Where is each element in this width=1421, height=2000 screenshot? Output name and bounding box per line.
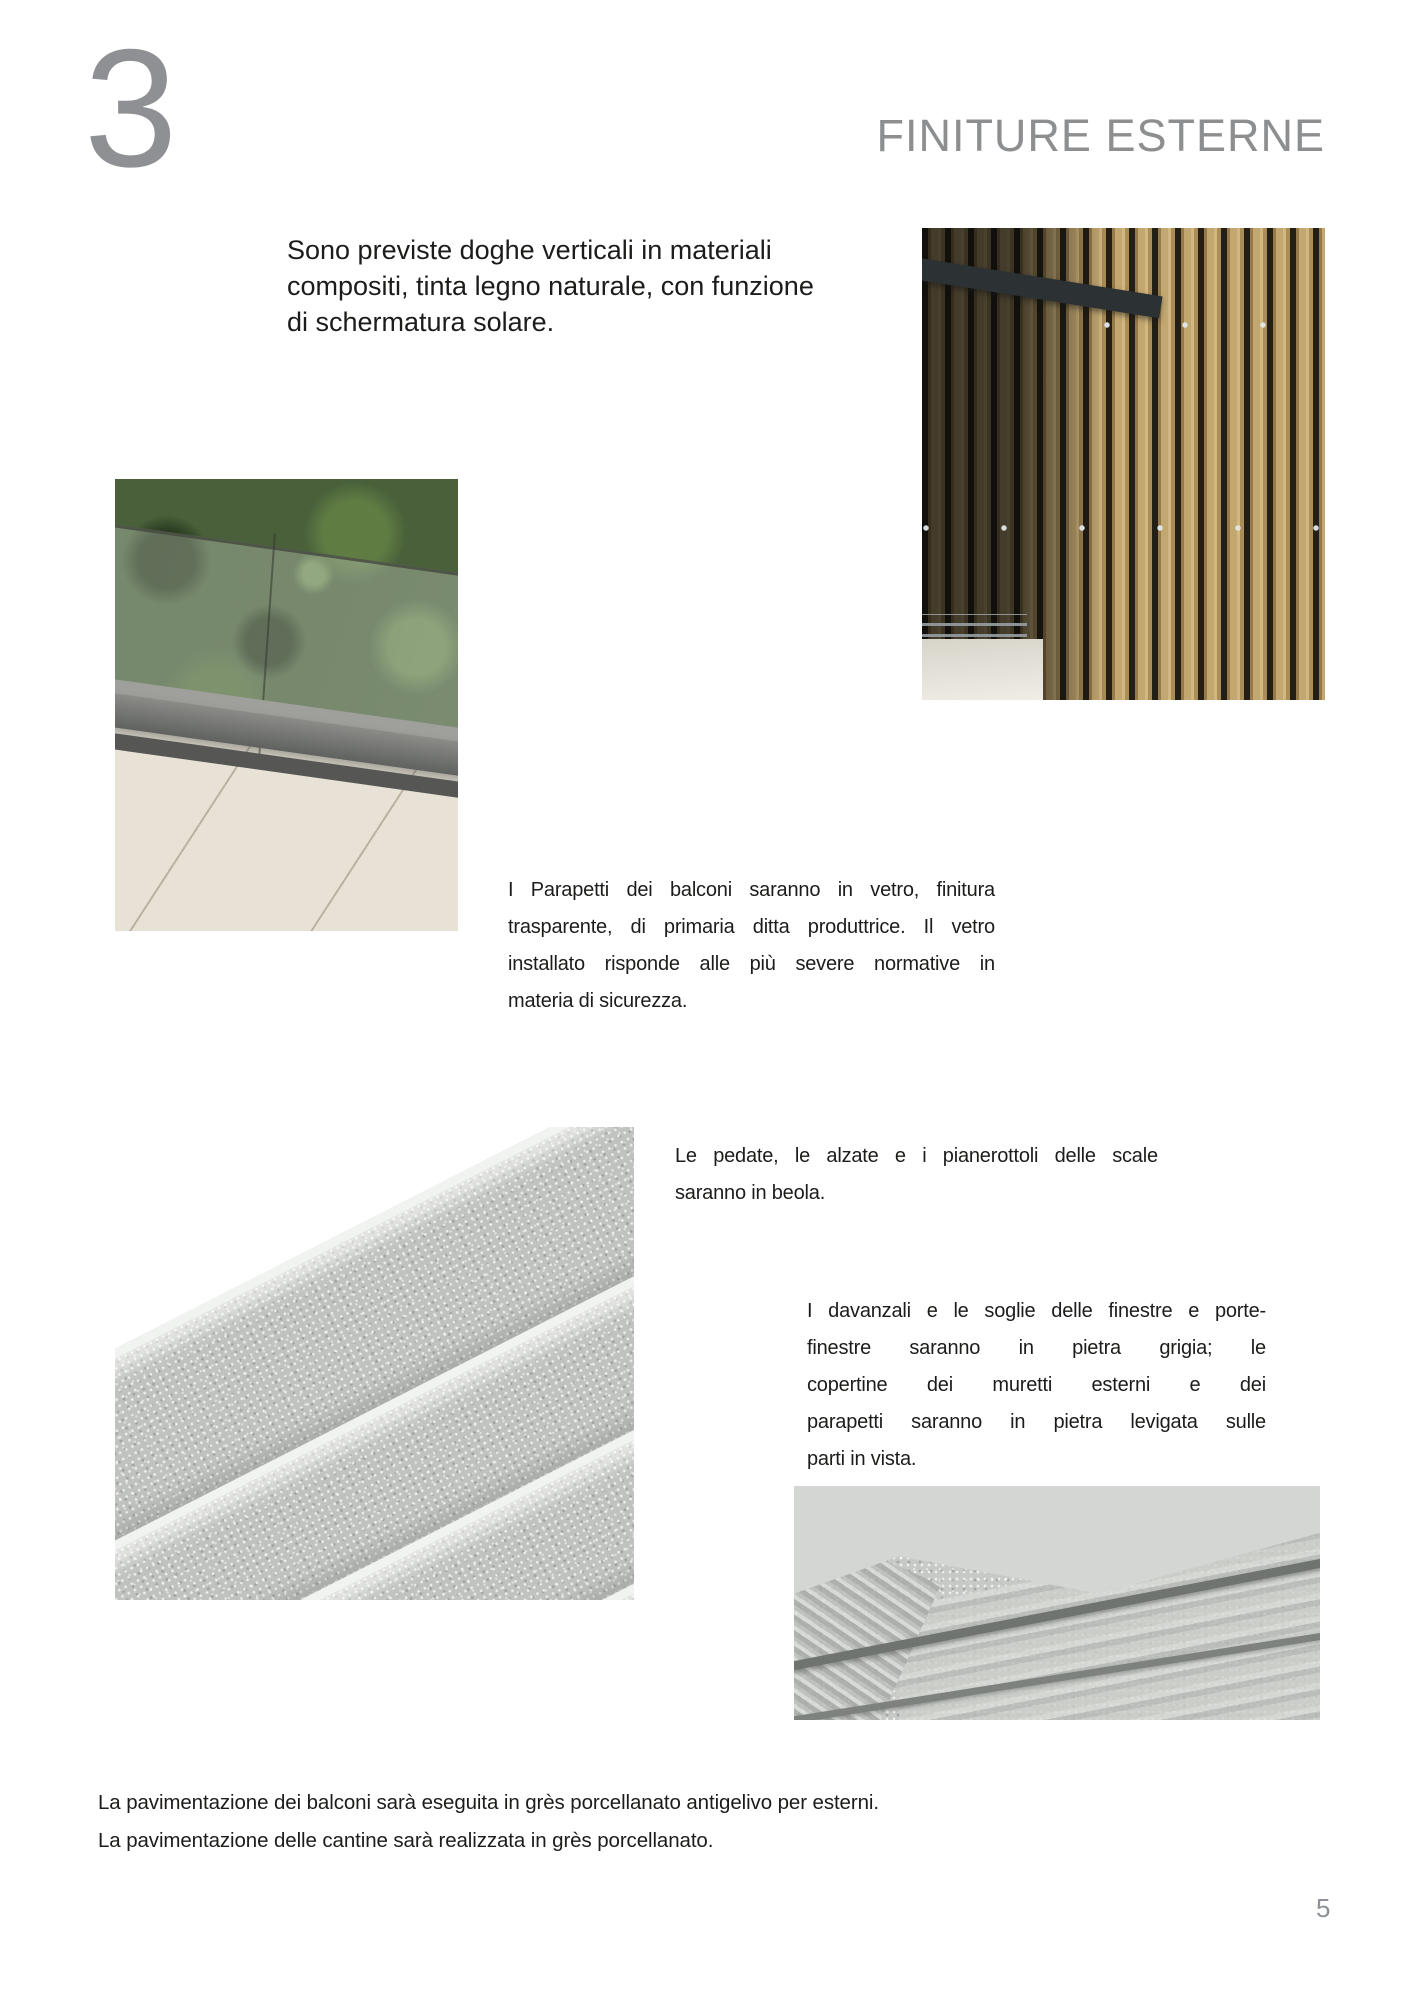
text-word: in [837, 879, 853, 901]
text-word: severe [795, 953, 855, 975]
text-line: materia di sicurezza. [508, 990, 688, 1012]
text-word: alle [699, 953, 730, 975]
text-word: pietra [1072, 1337, 1121, 1359]
text-word: e [926, 1300, 938, 1322]
stone-slabs-photo [794, 1486, 1320, 1720]
glass-parapet-photo [115, 479, 458, 931]
text-word: primaria [663, 916, 735, 938]
text-word: pedate, [713, 1145, 779, 1167]
text-word: muretti [992, 1374, 1053, 1396]
chapter-number: 3 [84, 14, 178, 202]
text-word: in [1018, 1337, 1034, 1359]
text-word: soglie [984, 1300, 1036, 1322]
text-word: balconi [669, 879, 732, 901]
text-word: scale [1112, 1145, 1158, 1167]
text-line: Sono previste doghe verticali in materiali [287, 235, 772, 265]
text-word: vetro, [870, 879, 920, 901]
text-word: trasparente, [508, 916, 613, 938]
text-word: di [630, 916, 646, 938]
text-word: produttrice. [807, 916, 906, 938]
text-word: davanzali [828, 1300, 911, 1322]
text-word: saranno [909, 1337, 981, 1359]
text-word: dei [626, 879, 653, 901]
paragraph-pedate [675, 1138, 1158, 1212]
text-word: finestre [807, 1337, 871, 1359]
text-word: dei [926, 1374, 953, 1396]
wood-slats-ground [922, 639, 1043, 700]
wood-slats-fixing-pins [922, 525, 1325, 531]
text-word: Parapetti [530, 879, 610, 901]
paragraph-pavimentazione [98, 1784, 1348, 1860]
text-line: La pavimentazione delle cantine sarà realizzata in grès porcellanato. [98, 1829, 714, 1852]
text-line [508, 946, 995, 983]
text-line: parti in vista. [807, 1448, 917, 1470]
text-word: finestre [1108, 1300, 1173, 1322]
paragraph-doghe [287, 232, 899, 340]
text-line: La pavimentazione dei balconi sarà eseguita in grès porcellanato antigelivo per esterni. [98, 1791, 879, 1814]
text-word: vetro [951, 916, 995, 938]
text-line [807, 1330, 1266, 1367]
text-word: e [1188, 1300, 1200, 1322]
text-word: levigata [1130, 1411, 1198, 1433]
text-word: le [1250, 1337, 1266, 1359]
text-word: le [953, 1300, 969, 1322]
text-line [508, 872, 995, 909]
text-word: porte- [1214, 1300, 1266, 1322]
text-word: ditta [752, 916, 790, 938]
text-word: saranno [749, 879, 821, 901]
page-number: 5 [1316, 1893, 1331, 1923]
text-word: installato [508, 953, 585, 975]
text-word: dei [1239, 1374, 1266, 1396]
text-word: sulle [1225, 1411, 1266, 1433]
text-word: delle [1051, 1300, 1093, 1322]
text-line [508, 909, 995, 946]
text-line [675, 1138, 1158, 1175]
text-word: Il [923, 916, 934, 938]
text-word: normative [874, 953, 961, 975]
text-line [807, 1367, 1266, 1404]
text-word: risponde [604, 953, 680, 975]
text-word: pianerottoli [942, 1145, 1039, 1167]
text-word: parapetti [807, 1411, 884, 1433]
paragraph-parapetti [508, 872, 995, 1020]
text-word: in [979, 953, 995, 975]
text-word: esterni [1091, 1374, 1151, 1396]
text-word: saranno [911, 1411, 983, 1433]
text-line [807, 1293, 1266, 1330]
text-line [807, 1404, 1266, 1441]
wood-slats-fixing-pins [1103, 322, 1325, 328]
text-word: finitura [936, 879, 995, 901]
stone-stairs-photo [115, 1127, 634, 1600]
wood-slats-photo [922, 228, 1325, 700]
text-line: compositi, tinta legno naturale, con funzione [287, 271, 814, 301]
paragraph-davanzali [807, 1293, 1266, 1478]
text-line: di schermatura solare. [287, 307, 555, 337]
text-word: in [1010, 1411, 1026, 1433]
text-word: I [508, 879, 514, 901]
text-word: più [749, 953, 776, 975]
text-word: I [807, 1300, 813, 1322]
text-word: e [1189, 1374, 1201, 1396]
text-word: i [922, 1145, 927, 1167]
text-word: e [894, 1145, 906, 1167]
text-word: le [794, 1145, 811, 1167]
text-word: grigia; [1159, 1337, 1213, 1359]
text-word: pietra [1053, 1411, 1103, 1433]
page-title: FINITURE ESTERNE [876, 110, 1325, 161]
text-word: alzate [826, 1145, 879, 1167]
stone-stairs-steps [115, 1127, 634, 1600]
text-word: delle [1054, 1145, 1096, 1167]
text-word: copertine [807, 1374, 888, 1396]
text-line: saranno in beola. [675, 1182, 826, 1204]
text-word: Le [675, 1145, 697, 1167]
